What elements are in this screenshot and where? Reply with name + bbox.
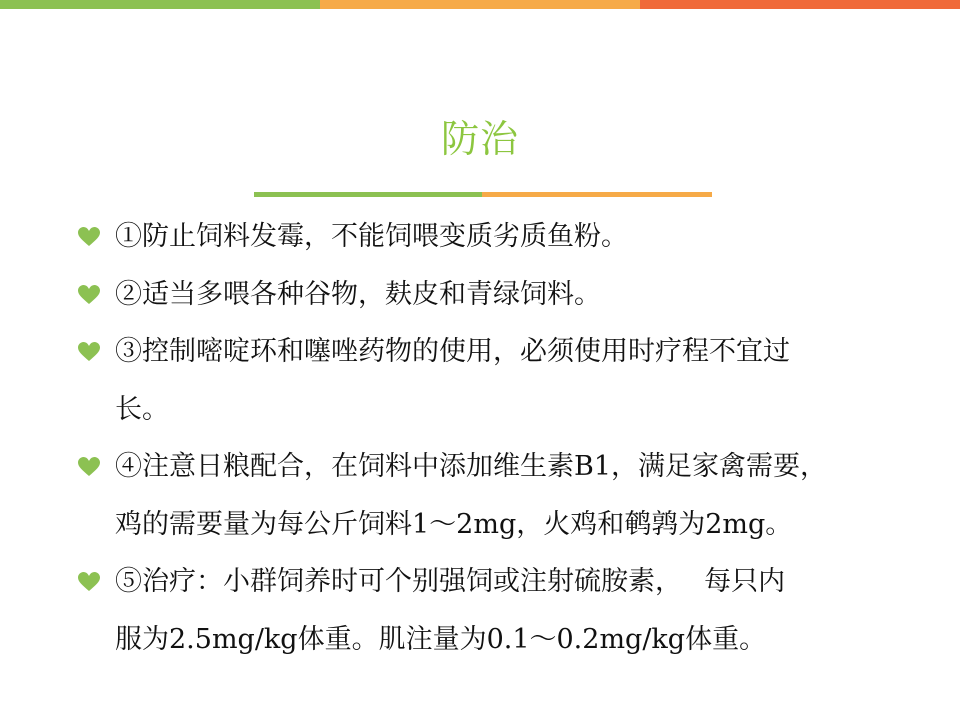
bullet-item-2 <box>78 266 944 324</box>
top-bar-red-segment <box>640 0 960 9</box>
bullet-text-line: 服为2.5mg/kg体重。肌注量为0.1～0.2mg/kg体重。 <box>115 623 767 655</box>
top-bar-green-segment <box>0 0 320 9</box>
bullet-item-4 <box>78 438 944 553</box>
bullet-text-line: ③控制嘧啶环和噻唑药物的使用，必须使用时疗程不宜过 <box>115 336 790 367</box>
heart-icon <box>78 285 100 305</box>
bullet-text-line: ④注意日粮配合，在饲料中添加维生素B1，满足家禽需要， <box>115 451 828 482</box>
bullet-text-line: 长。 <box>115 393 169 425</box>
title-underline-green <box>254 192 482 197</box>
heart-icon <box>78 342 100 362</box>
bullet-list <box>78 208 944 668</box>
bullet-text-line: ⑤治疗：小群饲养时可个别强饲或注射硫胺素， 每只内 <box>115 566 786 597</box>
bullet-text-line: ①防止饲料发霉，不能饲喂变质劣质鱼粉。 <box>115 221 628 252</box>
bullet-item-5 <box>78 553 944 668</box>
heart-icon <box>78 457 100 477</box>
top-bar-orange-segment <box>320 0 640 9</box>
title-underline <box>254 192 712 197</box>
heart-icon <box>78 227 100 247</box>
title-underline-orange <box>482 192 712 197</box>
bullet-item-3 <box>78 323 944 438</box>
heart-icon <box>78 572 100 592</box>
slide-title: 防治 <box>440 117 519 161</box>
top-decorative-bar <box>0 0 960 9</box>
bullet-text-line: 鸡的需要量为每公斤饲料1～2mg，火鸡和鹌鹑为2mg。 <box>115 508 793 540</box>
bullet-item-1 <box>78 208 944 266</box>
bullet-text-line: ②适当多喂各种谷物，麸皮和青绿饲料。 <box>115 278 601 310</box>
